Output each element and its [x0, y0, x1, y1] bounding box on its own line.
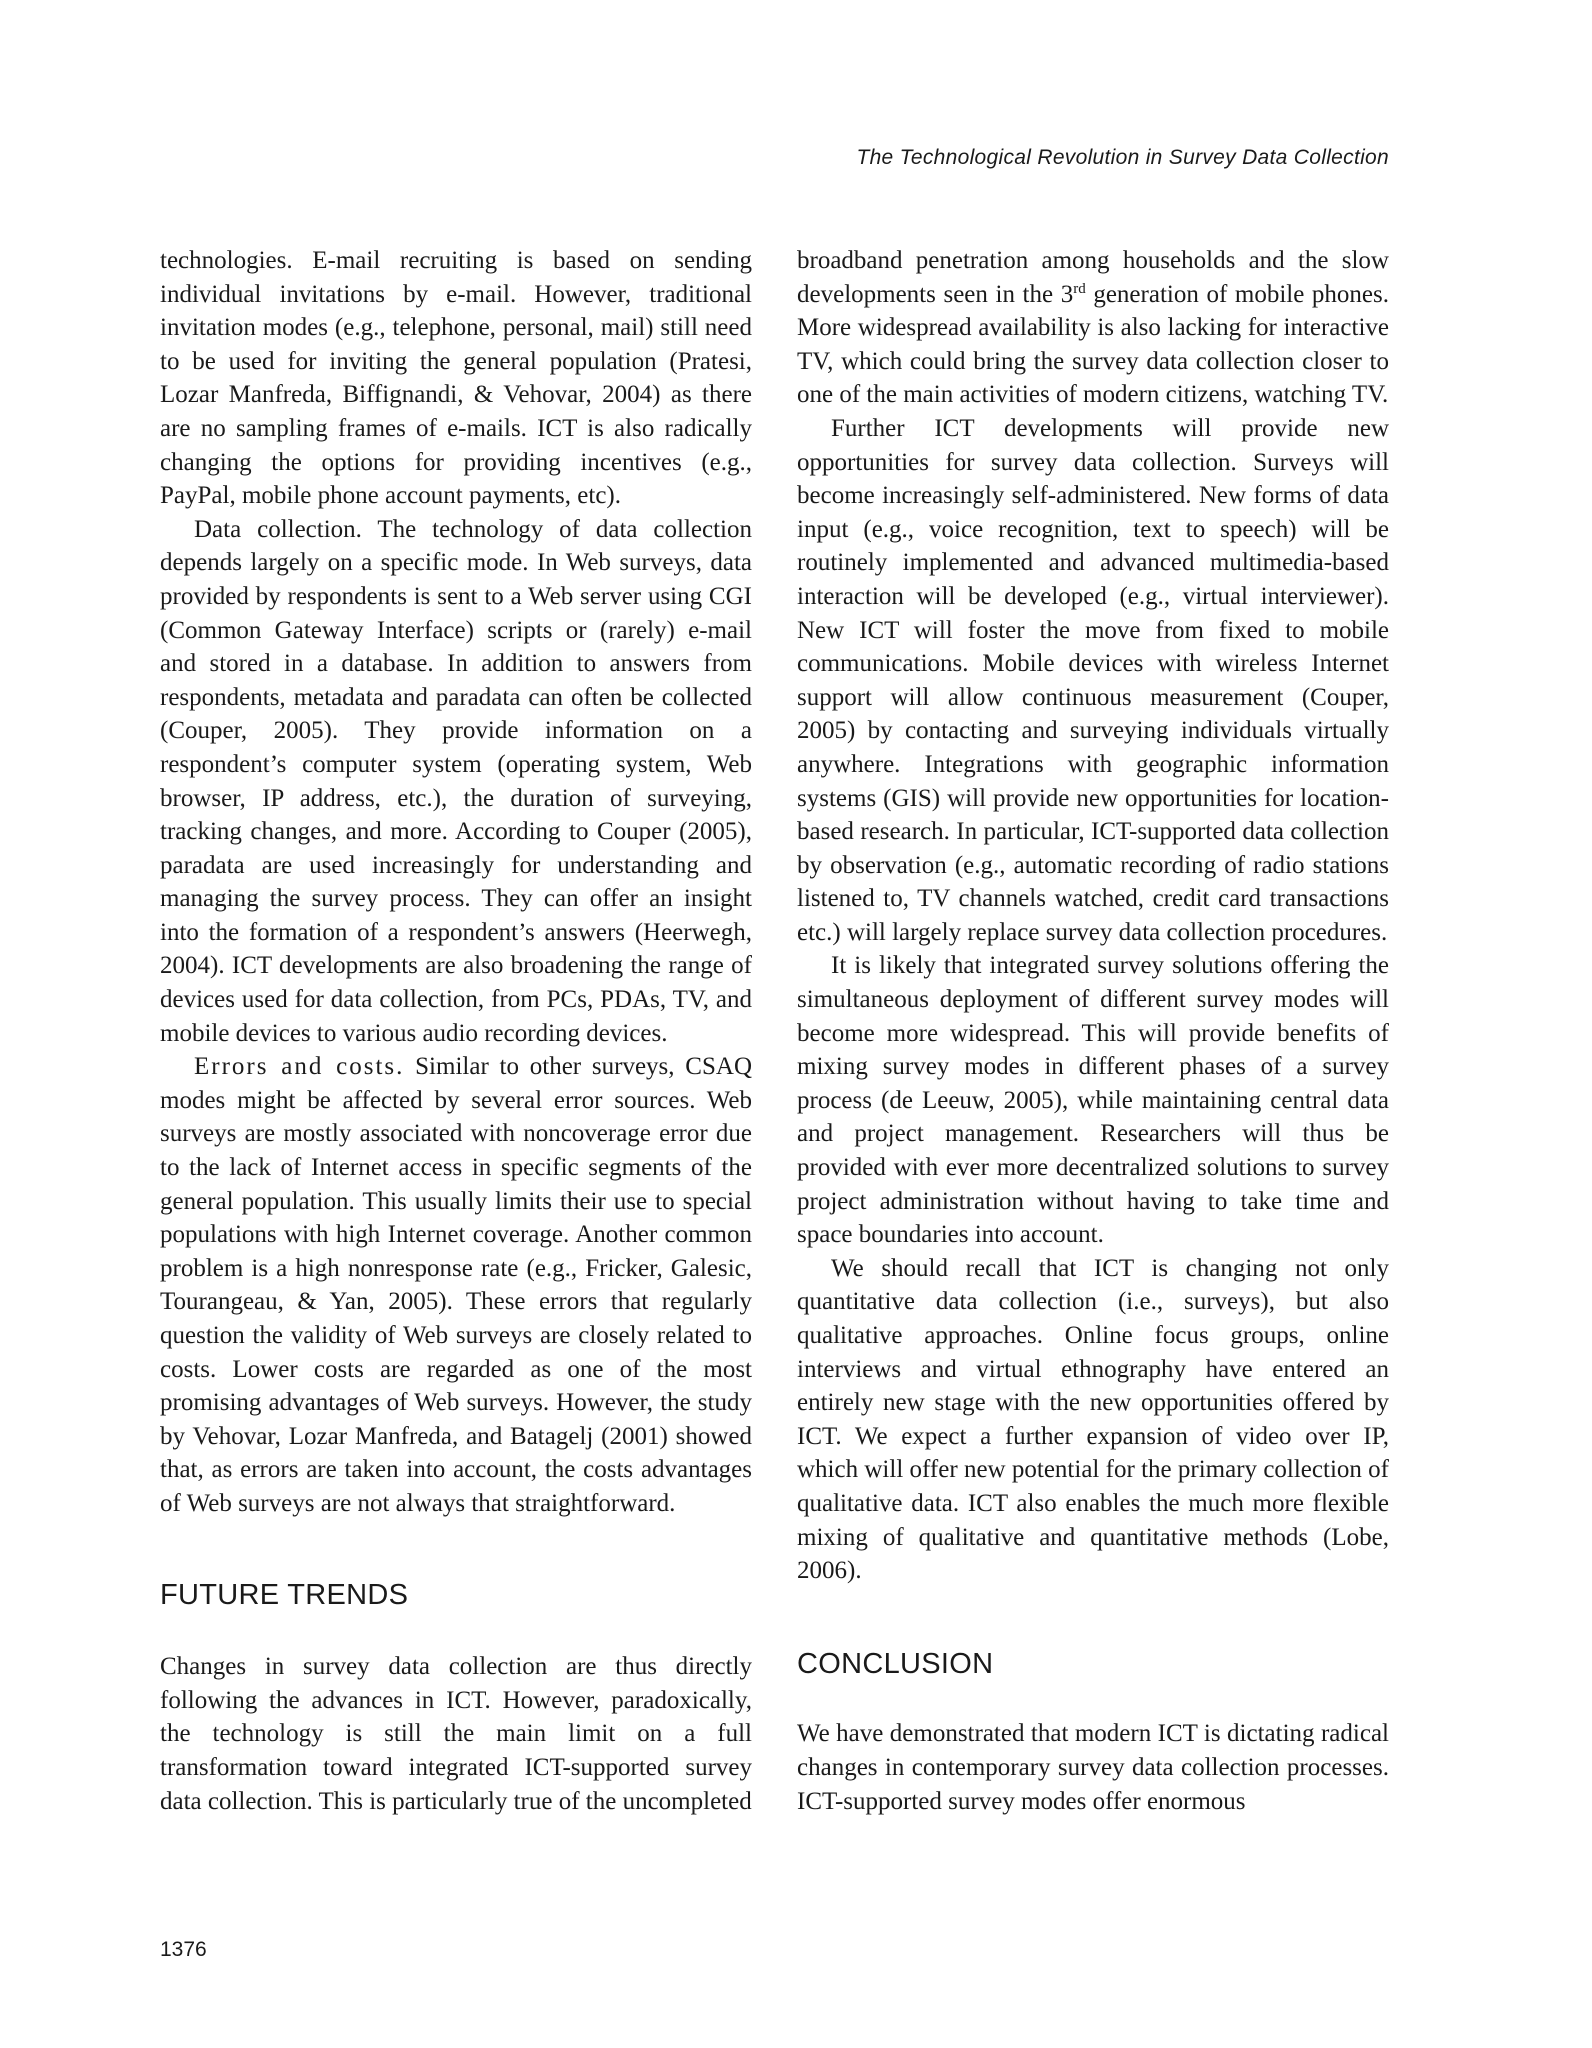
paragraph-text: The technology of data collection depends largely on a specific mode. In Web surveys, data provided by respondents is sent to a Web server using CGI (Common Gateway Interface) scripts or (rarely) e-mail and stored in a database. In addition to answers from respondents, metadata and paradata can often be collected (Couper, 2005). They provide information on a respondent’s computer system (operating system, Web browser, IP address, etc.), the duration of surveying, tracking changes, and more. According to Couper (2005), paradata are used increasingly for understanding and managing the survey process. They can offer an insight into the formation of a respondent’s answers (Heerwegh, 2004). ICT developments are also broadening the range of devices used for data collection, from PCs, PDAs, TV, and mobile devices to various audio recording devices.	[160, 515, 752, 1047]
section-heading-future-trends: FUTURE TRENDS	[160, 1578, 409, 1611]
left-paragraph-future-trends: Changes in survey data collection are thus directly following the advances in ICT. However, paradoxically, the technology is still the main limit on a full transformation toward integrated ICT-supported survey data collection. This is particularly true of the uncompleted	[160, 1653, 752, 1815]
left-paragraph-errors-costs	[160, 1050, 752, 1520]
right-paragraph-further-developments: Further ICT developments will provide new opportunities for survey data collection. Surveys will become increasingly self-administered. New forms of data input (e.g., voice recognition, text to speech) will be routinely implemented and advanced multimedia-based interaction will be developed (e.g., virtual interviewer). New ICT will foster the move from fixed to mobile communications. Mobile devices with wireless Internet support will allow continuous measurement (Couper, 2005) by contacting and surveying individuals virtually anywhere. Integrations with geographic information systems (GIS) will provide new opportunities for location-based research. In particular, ICT-supported data collection by observation (e.g., automatic recording of radio stations listened to, TV channels watched, credit card transactions etc.) will largely replace survey data collection procedures.	[797, 414, 1389, 946]
right-paragraph-qualitative: We should recall that ICT is changing not only quantitative data collection (i.e., surveys), but also qualitative approaches. Online focus groups, online interviews and virtual ethnography have entered an entirely new stage with the new opportunities offered by ICT. We expect a further expansion of video over IP, which will offer new potential for the primary collection of qualitative data. ICT also enables the much more flexible mixing of qualitative and quantitative methods (Lobe, 2006).	[797, 1254, 1389, 1585]
right-paragraph-conclusion: We have demonstrated that modern ICT is dictating radical changes in contemporary survey data collection processes. ICT-supported survey modes offer enormous	[797, 1720, 1389, 1815]
superscript-ordinal: rd	[1073, 280, 1086, 297]
page-number: 1376	[160, 1938, 207, 1961]
run-in-heading-data-collection: Data collection.	[194, 515, 362, 543]
left-column	[160, 244, 752, 1818]
right-paragraph-broadband	[797, 244, 1389, 412]
right-paragraph-integrated-solutions: It is likely that integrated survey solutions offering the simultaneous deployment of different survey modes will become more widespread. This will provide benefits of mixing survey modes in different phases of a survey process (de Leeuw, 2005), while maintaining central data and project management. Researchers will thus be provided with ever more decentralized solutions to survey project administration without having to take time and space boundaries into account.	[797, 952, 1389, 1249]
run-in-heading-errors-costs: Errors and costs.	[194, 1053, 405, 1081]
paragraph-text: Similar to other surveys, CSAQ modes might be affected by several error sources. Web surveys are mostly associated with noncoverage error due to the lack of Internet access in specific segments of the general population. This usually limits their use to special populations with high Internet coverage. Another common problem is a high nonresponse rate (e.g., Fricker, Galesic, Tourangeau, & Yan, 2005). These errors that regularly question the validity of Web surveys are closely related to costs. Lower costs are regarded as one of the most promising advantages of Web surveys. However, the study by Vehovar, Lozar Manfreda, and Batagelj (2001) showed that, as errors are taken into account, the costs advantages of Web surveys are not always that straightforward.	[160, 1053, 752, 1517]
running-head-title: The Technological Revolution in Survey Data Collection	[856, 146, 1389, 169]
left-paragraph-incentives: technologies. E-mail recruiting is based on sending individual invitations by e-mail. However, traditional invitation modes (e.g., telephone, personal, mail) still need to be used for inviting the general population (Pratesi, Lozar Manfreda, Biffignandi, & Vehovar, 2004) as there are no sampling frames of e-mails. ICT is also radically changing the options for providing incentives (e.g., PayPal, mobile phone account payments, etc).	[160, 247, 752, 510]
paragraph-text: generation of mobile phones. More widespread availability is also lacking for interactive TV, which could bring the survey data collection closer to one of the main activities of modern citizens, watching TV.	[797, 280, 1390, 409]
right-column	[797, 244, 1389, 1818]
section-heading-conclusion: CONCLUSION	[797, 1647, 994, 1680]
left-paragraph-data-collection	[160, 513, 752, 1051]
paragraph-text: broadband penetration among households and the slow developments seen in the 3	[797, 247, 1389, 308]
